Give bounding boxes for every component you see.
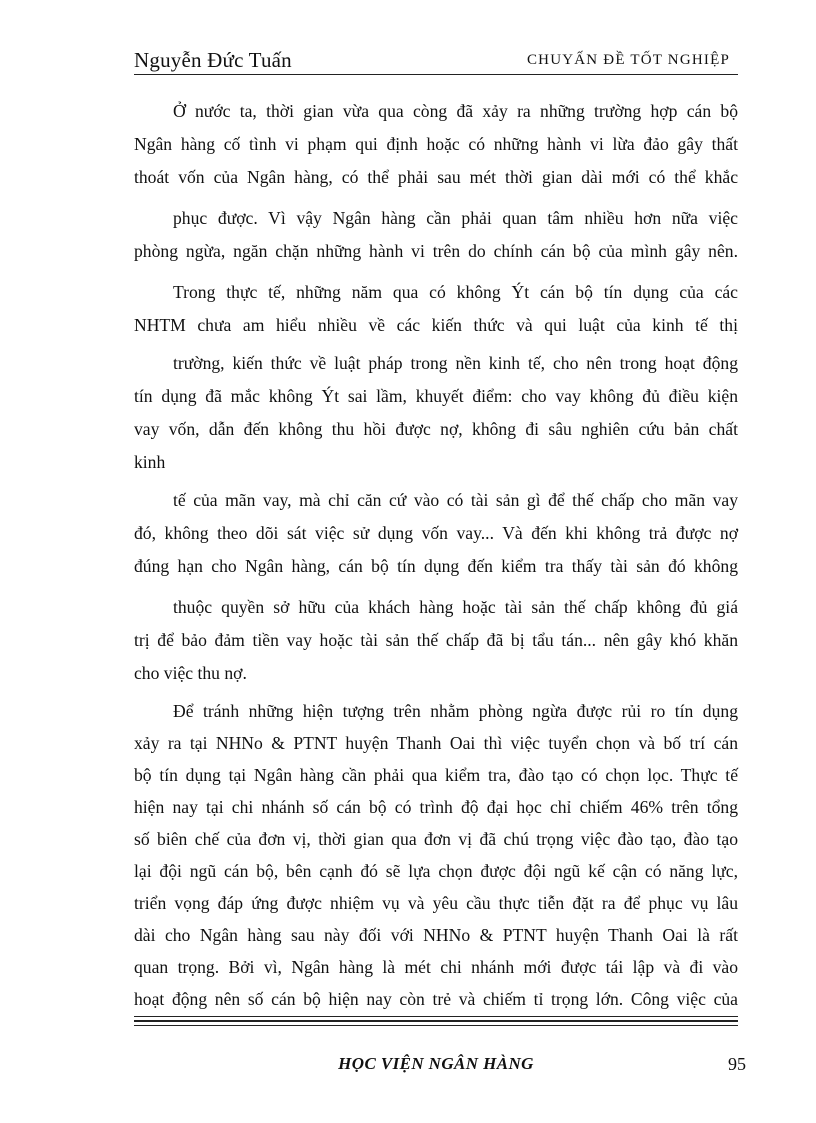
body-line: cho việc thu nợ.: [134, 663, 247, 683]
body-line: đúng hạn cho Ngân hàng, cán bộ tín dụng đến kiểm tra thấy tài sản đó không: [134, 556, 738, 576]
body-line: trường, kiến thức về luật pháp trong nền kinh tế, cho nên trong hoạt động: [173, 353, 738, 373]
body-line: xảy ra tại NHNo & PTNT huyện Thanh Oai thì việc tuyển chọn và bố trí cán: [134, 733, 738, 753]
body-line: vay vốn, dẫn đến không thu hồi được nợ, không đi sâu nghiên cứu bản chất: [134, 419, 738, 439]
footer-rule-top: [134, 1016, 738, 1017]
body-line: trị để bảo đảm tiền vay hoặc tài sản thế chấp đã bị tẩu tán... nên gây khó khăn: [134, 630, 738, 650]
body-line: phòng ngừa, ngăn chặn những hành vi trên do chính cán bộ của mình gây nên.: [134, 241, 738, 261]
body-line: đó, không theo dõi sát việc sử dụng vốn vay... Và đến khi không trả được nợ: [134, 523, 738, 543]
page-number: 95: [728, 1054, 746, 1074]
body-line: Ngân hàng cố tình vi phạm qui định hoặc có những hành vi lừa đảo gây thất: [134, 134, 738, 154]
body-line: tín dụng đã mắc không Ýt sai lầm, khuyết điểm: cho vay không đủ điều kiện: [134, 386, 738, 406]
body-line: lại đội ngũ cán bộ, bên cạnh đó sẽ lựa chọn được đội ngũ kế cận có năng lực,: [134, 861, 738, 881]
body-line: Trong thực tế, những năm qua có không Ýt cán bộ tín dụng của các: [173, 282, 738, 302]
body-line: NHTM chưa am hiểu nhiều về các kiến thức và qui luật của kinh tế thị: [134, 315, 738, 335]
footer-title: HỌC VIỆN NGÂN HÀNG: [338, 1054, 534, 1073]
body-line: Ở nước ta, thời gian vừa qua còng đã xảy ra những trường hợp cán bộ: [173, 101, 738, 121]
footer-rule-middle: [134, 1020, 738, 1022]
body-line: tế của mãn vay, mà chỉ căn cứ vào có tài sản gì để thế chấp cho mãn vay: [173, 490, 738, 510]
footer-rule-bottom: [134, 1025, 738, 1026]
body-line: Để tránh những hiện tượng trên nhằm phòng ngừa được rủi ro tín dụng: [173, 701, 738, 721]
body-line: dài cho Ngân hàng sau này đối với NHNo & PTNT huyện Thanh Oai là rất: [134, 925, 738, 945]
header-rule: [134, 74, 738, 75]
body-line: thoát vốn của Ngân hàng, có thể phải sau mét thời gian dài mới có thể khắc: [134, 167, 738, 187]
body-line: quan trọng. Bởi vì, Ngân hàng là mét chi nhánh mới được tái lập và đi vào: [134, 957, 738, 977]
body-line: hoạt động nên số cán bộ hiện nay còn trẻ và chiếm tỉ trọng lớn. Công việc của: [134, 989, 738, 1009]
header-author: Nguyễn Đức Tuấn: [134, 48, 292, 72]
header-title: CHUYẤN ĐỀ TỐT NGHIỆP: [526, 52, 730, 68]
body-line: bộ tín dụng tại Ngân hàng cần phải qua kiểm tra, đào tạo có chọn lọc. Thực tế: [134, 765, 738, 785]
body-line: số biên chế của đơn vị, thời gian qua đơn vị đã chú trọng việc đào tạo, đào tạo: [134, 829, 738, 849]
body-line: triển vọng đáp ứng được nhiệm vụ và yêu cầu thực tiễn đặt ra để phục vụ lâu: [134, 893, 738, 913]
body-line: kinh: [134, 452, 166, 472]
body-line: thuộc quyền sở hữu của khách hàng hoặc tài sản thế chấp không đủ giá: [173, 597, 738, 617]
body-line: phục được. Vì vậy Ngân hàng cần phải quan tâm nhiều hơn nữa việc: [173, 208, 738, 228]
page-header: [134, 48, 738, 74]
body-line: hiện nay tại chi nhánh số cán bộ có trình độ đại học chỉ chiếm 46% trên tổng: [134, 797, 738, 817]
